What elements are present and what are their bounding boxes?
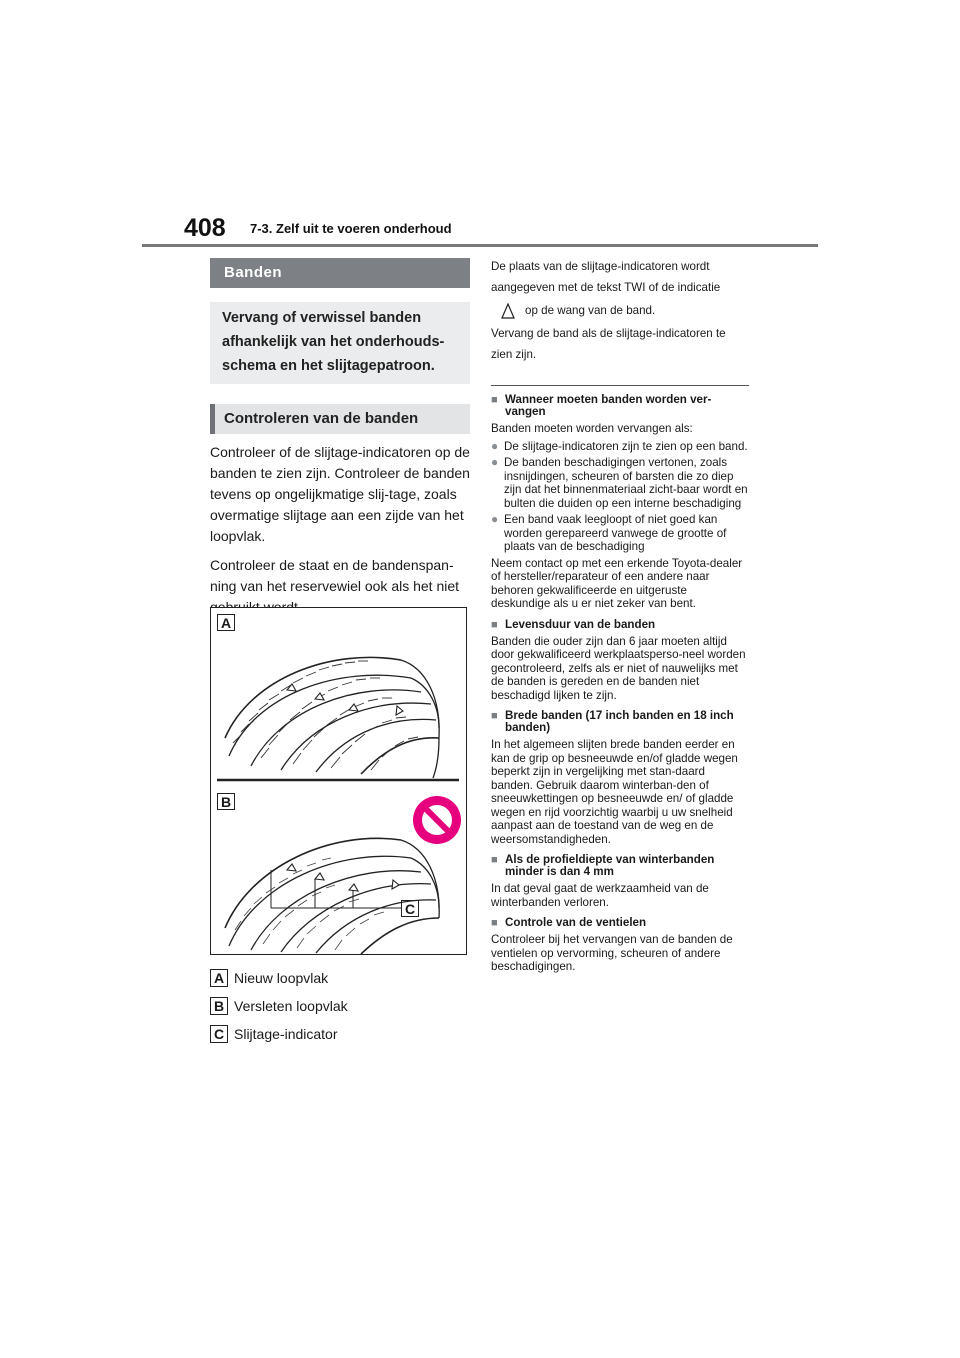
section-heading-lifespan	[491, 619, 749, 631]
twi-indicator-line	[491, 300, 749, 321]
section-title-replace: Wanneer moeten banden worden ver-vangen	[505, 393, 712, 418]
legend-item	[210, 964, 348, 992]
tire-illustration	[211, 608, 466, 954]
section-title-wide-tires: Brede banden (17 inch banden en 18 inch banden)	[505, 709, 734, 734]
right-column	[491, 256, 749, 978]
figure-legend	[210, 964, 348, 1048]
list-item	[491, 513, 749, 554]
section-title-valves: Controle van de ventielen	[505, 916, 647, 929]
heading-banden: Banden	[210, 258, 470, 288]
square-bullet-icon: ■	[491, 394, 498, 406]
lifespan-body: Banden die ouder zijn dan 6 jaar moeten altijd door gekwalificeerd werkplaatsperso-neel worden gecontroleerd, zelfs als er niet of nauwelijks met de banden is gereden en de banden niet beschadigd lijken te zijn.	[491, 634, 746, 702]
subheading-controleren: Controleren van de banden	[210, 404, 470, 434]
paragraph-indicators: Controleer of de slijtage-indicatoren op de banden te zien zijn. Controleer de banden tevens op ongelijkmatige slij-tage, zoals overmatige slijtage aan een zijde van het loopvlak.	[210, 444, 470, 544]
square-bullet-icon: ■	[491, 710, 498, 722]
left-column	[210, 258, 470, 618]
square-bullet-icon: ■	[491, 618, 498, 631]
tire-tread-figure	[210, 607, 467, 955]
legend-item	[210, 1020, 348, 1048]
list-item-text: De slijtage-indicatoren zijn te zien op een band.	[504, 439, 748, 453]
section-heading-replace	[491, 394, 749, 418]
twi-indicator-text: op de wang van de band.	[525, 304, 656, 317]
twi-intro: De plaats van de slijtage-indicatoren wordt aangegeven met de tekst TWI of de indicatie	[491, 260, 721, 294]
legend-text-a: Nieuw loopvlak	[234, 970, 329, 986]
new-tread-drawing	[225, 657, 439, 778]
legend-key-a: A	[210, 969, 228, 987]
figure-label-a: A	[217, 614, 235, 631]
figure-label-b: B	[217, 793, 235, 810]
replace-intro: Banden moeten worden vervangen als:	[491, 422, 693, 435]
header-rule	[142, 244, 818, 247]
section-heading-wide-tires	[491, 710, 749, 734]
legend-text-b: Versleten loopvlak	[234, 998, 348, 1014]
section-heading-valves	[491, 917, 749, 929]
legend-text-c: Slijtage-indicator	[234, 1026, 338, 1042]
section-title-lifespan: Levensduur van de banden	[505, 617, 656, 631]
section-heading-winter	[491, 854, 749, 878]
list-item-text: De banden beschadigingen vertonen, zoals insnijdingen, scheuren of barsten die zo diep zijn dat het binnenmateriaal zicht-baar wordt en bulten die duiden op een interne beschadiging	[504, 456, 748, 510]
circle-bullet-icon: ●	[491, 455, 499, 469]
section-divider	[491, 385, 749, 386]
new-tread-grooves	[233, 661, 418, 770]
list-item	[491, 440, 749, 454]
worn-tread-drawing	[225, 838, 439, 954]
figure-label-c: C	[401, 900, 419, 917]
legend-key-b: B	[210, 997, 228, 1015]
wide-tires-body: In het algemeen slijten brede banden eerder en kan de grip op besneeuwde en/of gladde wegen beperkt zijn in vergelijking met stan-daard banden. Gebruik daarom winterban-den of sneeuwkettingen op besneeuwde en/ of gladde wegen en rijd voorzichtig waarbij u uw snelheid aanpast aan de toestand van de weg en de weersomstandigheden.	[491, 738, 738, 846]
summary-box: Vervang of verwissel banden afhankelijk van het onderhouds-schema en het slijtagepatroon.	[210, 302, 470, 384]
section-title-winter: Als de profieldiepte van winterbanden minder is dan 4 mm	[505, 853, 715, 878]
no-entry-icon	[413, 796, 461, 844]
legend-item	[210, 992, 348, 1020]
square-bullet-icon: ■	[491, 917, 498, 929]
circle-bullet-icon: ●	[491, 438, 499, 453]
list-item-text: Een band vaak leegloopt of niet goed kan worden gerepareerd vanwege de grootte of plaats van de beschadiging	[504, 513, 727, 553]
triangle-indicator-icon	[501, 303, 515, 319]
valves-body: Controleer bij het vervangen van de banden de ventielen op vervorming, scheuren of andere beschadigingen.	[491, 933, 733, 973]
winter-body: In dat geval gaat de werkzaamheid van de winterbanden verloren.	[491, 882, 709, 909]
indicator-callout-lines	[271, 870, 401, 908]
dealer-contact: Neem contact op met een erkende Toyota-dealer of hersteller/reparateur of een andere naar behoren gekwalificeerde en uitgeruste deskundige als u er niet zeker van bent.	[491, 556, 743, 610]
section-title: 7-3. Zelf uit te voeren onderhoud	[250, 221, 452, 236]
paragraph-spare-wheel: Controleer de staat en de bandenspan-ning van het reservewiel ook als het niet	[210, 557, 460, 594]
list-item	[491, 456, 749, 510]
legend-key-c: C	[210, 1025, 228, 1043]
circle-bullet-icon: ●	[491, 512, 499, 526]
square-bullet-icon: ■	[491, 854, 498, 866]
page-number: 408	[184, 214, 226, 242]
replace-when-visible: Vervang de band als de slijtage-indicatoren te zien zijn.	[491, 327, 726, 361]
